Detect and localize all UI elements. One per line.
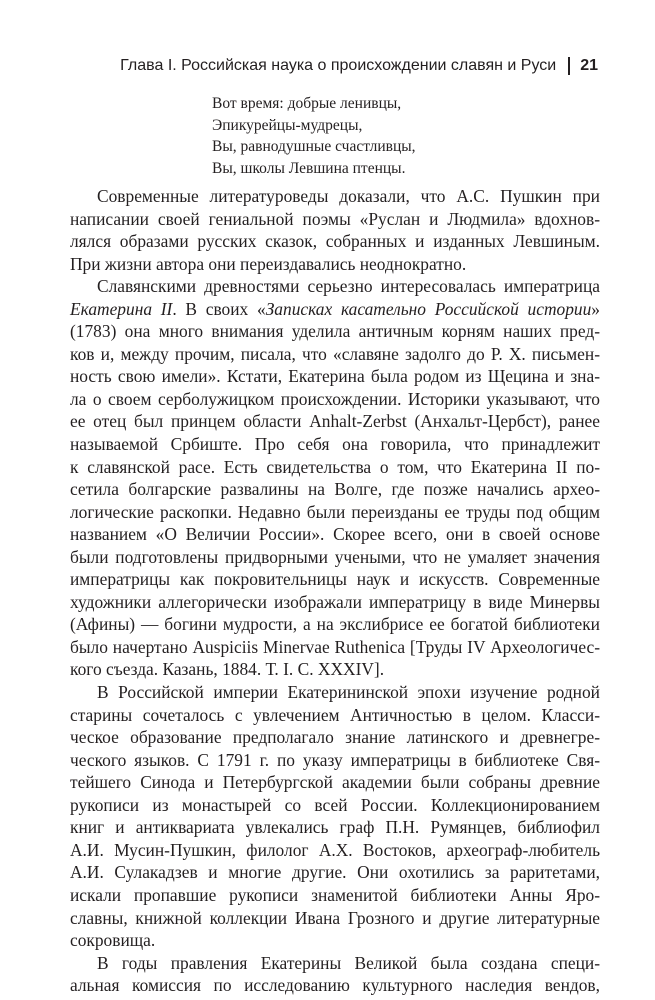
text-line: (Афины) — богини мудрости, а на экслибрисе ее богатой библиотеки (70, 614, 600, 635)
text-line: кого съезда. Казань, 1884. Т. I. С. XXXIV]. (70, 659, 385, 680)
text-line: художники аллегорически изображали императрицу в виде Минервы (70, 591, 600, 612)
poem-line: Вот время: добрые ленивцы, (212, 95, 402, 112)
text-fragment: . В своих « (172, 298, 266, 319)
text-line: ков и, между прочим, писала, что «славяне задолго до Р. Х. письмен- (70, 343, 600, 364)
text-line: называемой Србиште. Про себя она говорила, что принадлежит (70, 434, 600, 455)
text-line: ческое образование предполагало знание латинского и древнегре- (70, 727, 600, 748)
text-line: логические раскопки. Недавно были переизданы ее труды под общим (70, 501, 600, 522)
text-line: сетила болгарские развалины на Волге, где позже начались архео- (70, 479, 600, 500)
header-separator (568, 57, 570, 75)
text-line: рукописи из монастырей со всей России. Коллекционированием (70, 794, 600, 815)
poem-line: Эпикурейцы-мудрецы, (212, 116, 363, 134)
text-line: названием «О Величии России». Скорее всего, они в своей основе (70, 524, 600, 545)
text-line: тейшего Синода и Петербургской академии были собраны древние (70, 772, 600, 793)
text-line: искали пропавшие рукописи знаменитой библиотеки Анны Яро- (70, 884, 600, 905)
text-line: В Российской империи Екатерининской эпохи изучение родной (97, 682, 600, 703)
text-fragment: » (591, 298, 600, 319)
work-title: Записках касательно Российской истории (265, 298, 592, 319)
text-line: Славянскими древностями серьезно интересовалась императрица (97, 276, 600, 297)
poem-line: Вы, равнодушные счастливцы, (212, 138, 416, 155)
poem-quote (212, 93, 416, 179)
text-line: было начертано Auspiciis Minervae Ruthenica [Труды IV Археологичес- (70, 636, 600, 657)
paragraph-catherine (70, 275, 600, 681)
text-line: лялся образами русских сказок, собранных и изданных Левшиным. (70, 231, 600, 252)
text-line: А.И. Сулакадзев и многие другие. Они охотились за раритетами, (70, 862, 600, 883)
paragraph-pushkin (70, 185, 600, 275)
body-text (70, 185, 600, 997)
text-line: написании своей гениальной поэмы «Руслан и Людмила» вдохнов- (70, 208, 600, 229)
text-line: ла о своем серболужицком происхождении. Историки указывают, что (70, 388, 600, 409)
text-line: В годы правления Екатерины Великой была создана специ- (97, 952, 600, 973)
text-line: сокровища. (70, 930, 156, 951)
text-line: славны, книжной коллекции Ивана Грозного и другие литературные (70, 907, 600, 928)
text-line: были подготовлены придворными учеными, что не умаляет значения (70, 546, 600, 567)
page-number: 21 (580, 57, 598, 74)
paragraph-commission (70, 952, 600, 997)
chapter-title: Глава I. Российская наука о происхождении славян и Руси (120, 57, 557, 74)
text-line: альная комиссия по исследованию культурного наследия вендов, (70, 975, 600, 996)
text-line: ность свою имели». Кстати, Екатерина была родом из Щецина и зна- (70, 366, 600, 387)
text-line: Современные литературоведы доказали, что А.С. Пушкин при (97, 186, 600, 206)
text-line: А.И. Мусин-Пушкин, филолог А.Х. Востоков, археограф-любитель (70, 839, 600, 860)
paragraph-empire (70, 681, 600, 952)
text-line: ее отец был принцем области Anhalt-Zerbst (Анхальт-Цербст), ранее (70, 411, 600, 432)
poem-line: Вы, школы Левшина птенцы. (212, 159, 406, 177)
text-line: книг и антиквариата увлекались граф П.Н. Румянцев, библиофил (70, 817, 600, 838)
text-line: старины сочеталось с увлечением Античностью в целом. Класси- (70, 704, 600, 725)
text-line: к славянской расе. Есть свидетельства о том, что Екатерина II по- (70, 456, 600, 477)
text-line: императрицы как покровительницы наук и искусств. Современные (70, 569, 600, 590)
text-line: ческого языков. С 1791 г. по указу императрицы в библиотеке Свя- (70, 749, 600, 770)
text-line-with-italics (70, 298, 600, 321)
running-header (120, 56, 598, 76)
empress-name: Екатерина II (70, 298, 173, 319)
text-line: (1783) она много внимания уделила античным корням наших пред- (70, 321, 600, 342)
text-line: При жизни автора они переиздавались неоднократно. (70, 253, 467, 274)
